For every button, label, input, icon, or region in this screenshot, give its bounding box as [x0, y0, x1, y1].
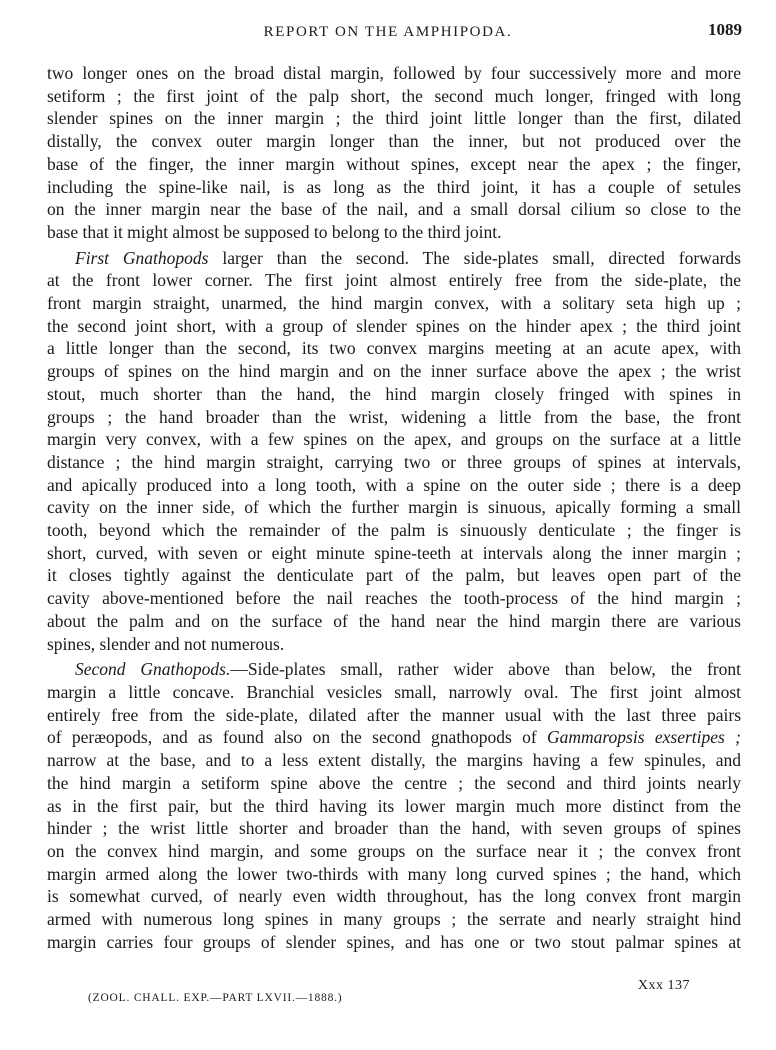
text-line: spines, slender and not numerous.	[47, 633, 285, 654]
paragraph-1	[47, 62, 741, 244]
text-run: —Side-plates small, rather wider above than below, the front	[230, 659, 741, 680]
section-heading-second-gnathopods: Second Gnathopods.	[75, 659, 231, 680]
text-line: cavity above-mentioned before the nail reaches the tooth-process of the hind margin ;	[47, 588, 741, 609]
text-line: slender spines on the inner margin ; the third joint little longer than the first, dilated	[47, 108, 741, 129]
text-line: groups ; the hand broader than the wrist, widening a little from the base, the front	[47, 406, 741, 427]
signature-mark: Xxx 137	[637, 978, 690, 993]
text-line: cavity on the inner side, of which the further margin is sinuous, apically forming a small	[47, 497, 741, 518]
text-line: groups of spines on the hind margin and on the inner surface above the apex ; the wrist	[47, 361, 741, 382]
text-line: margin armed along the lower two-thirds with many long curved spines ; the hand, which	[47, 863, 741, 884]
text-line: on the convex hind margin, and some groups on the surface near it ; the convex front	[47, 840, 741, 861]
text-line: on the inner margin near the base of the nail, and a small dorsal cilium so close to the	[47, 199, 741, 220]
text-line: base that it might almost be supposed to belong to the third joint.	[47, 221, 502, 242]
text-line: as in the first pair, but the third having its lower margin much more distinct from the	[47, 795, 741, 816]
text-line: is somewhat curved, of nearly even width throughout, has the long convex front margin	[47, 886, 741, 907]
text-line: it closes tightly against the denticulate part of the palm, but leaves open part of the	[47, 565, 741, 586]
text-line: distally, the convex outer margin longer than the inner, but not produced over the	[47, 131, 741, 152]
text-line: front margin straight, unarmed, the hind margin convex, with a solitary seta high up ;	[47, 293, 741, 314]
text-line-with-heading	[47, 247, 741, 270]
text-line-with-species	[47, 726, 741, 749]
page-number: 1089	[708, 20, 742, 39]
section-heading-first-gnathopods: First Gnathopods	[75, 247, 209, 268]
text-line: setiform ; the first joint of the palp short, the second much longer, fringed with long	[47, 85, 741, 106]
text-line: stout, much shorter than the hand, the hind margin closely fringed with spines in	[47, 383, 741, 404]
running-header-title: REPORT ON THE AMPHIPODA.	[263, 24, 513, 40]
text-line: short, curved, with seven or eight minute spine-teeth at intervals along the inner margin ;	[47, 542, 741, 563]
text-line: distance ; the hind margin straight, carrying two or three groups of spines at intervals,	[47, 451, 741, 472]
text-line: entirely free from the side-plate, dilated after the manner usual with the last three pairs	[47, 704, 741, 725]
text-run: of peræopods, and as found also on the second gnathopods of	[47, 727, 547, 748]
text-line: and apically produced into a long tooth, with a spine on the outer side ; there is a deep	[47, 474, 741, 495]
text-line: tooth, beyond which the remainder of the palm is sinuously denticulate ; the finger is	[47, 520, 741, 541]
text-run: larger than the second. The side-plates small, directed forwards	[208, 247, 741, 268]
text-line: margin very convex, with a few spines on the apex, and groups on the surface at a little	[47, 429, 741, 450]
text-line: about the palm and on the surface of the hand near the hind margin there are various	[47, 610, 741, 631]
text-line: armed with numerous long spines in many groups ; the serrate and nearly straight hind	[47, 909, 741, 930]
text-line-with-heading	[47, 658, 741, 681]
text-line: including the spine-like nail, is as long as the third joint, it has a couple of setules	[47, 176, 741, 197]
paragraph-second-gnathopods	[47, 658, 741, 953]
text-line: hinder ; the wrist little shorter and broader than the hand, with seven groups of spines	[47, 818, 741, 839]
text-line: base of the finger, the inner margin without spines, except near the apex ; the finger,	[47, 153, 741, 174]
paragraph-first-gnathopods	[47, 247, 741, 656]
text-line: margin a little concave. Branchial vesicles small, narrowly oval. The first joint almost	[47, 681, 741, 702]
text-line: the second joint short, with a group of slender spines on the hinder apex ; the third joint	[47, 315, 741, 336]
text-line: at the front lower corner. The first joint almost entirely free from the side-plate, the	[47, 270, 741, 291]
text-line: the hind margin a setiform spine above the centre ; the second and third joints nearly	[47, 772, 741, 793]
text-line: two longer ones on the broad distal margin, followed by four successively more and more	[47, 63, 741, 83]
text-line: margin carries four groups of slender spines, and has one or two stout palmar spines at	[47, 931, 741, 952]
species-name: Gammaropsis exsertipes ;	[546, 727, 741, 748]
text-line: a little longer than the second, its two convex margins meeting at an acute apex, with	[47, 338, 741, 359]
footer-imprint: (ZOOL. CHALL. EXP.—PART LXVII.—1888.)	[88, 992, 343, 1004]
text-line: narrow at the base, and to a less extent distally, the margins having a few spinules, and	[47, 750, 741, 771]
body-text	[47, 62, 741, 953]
